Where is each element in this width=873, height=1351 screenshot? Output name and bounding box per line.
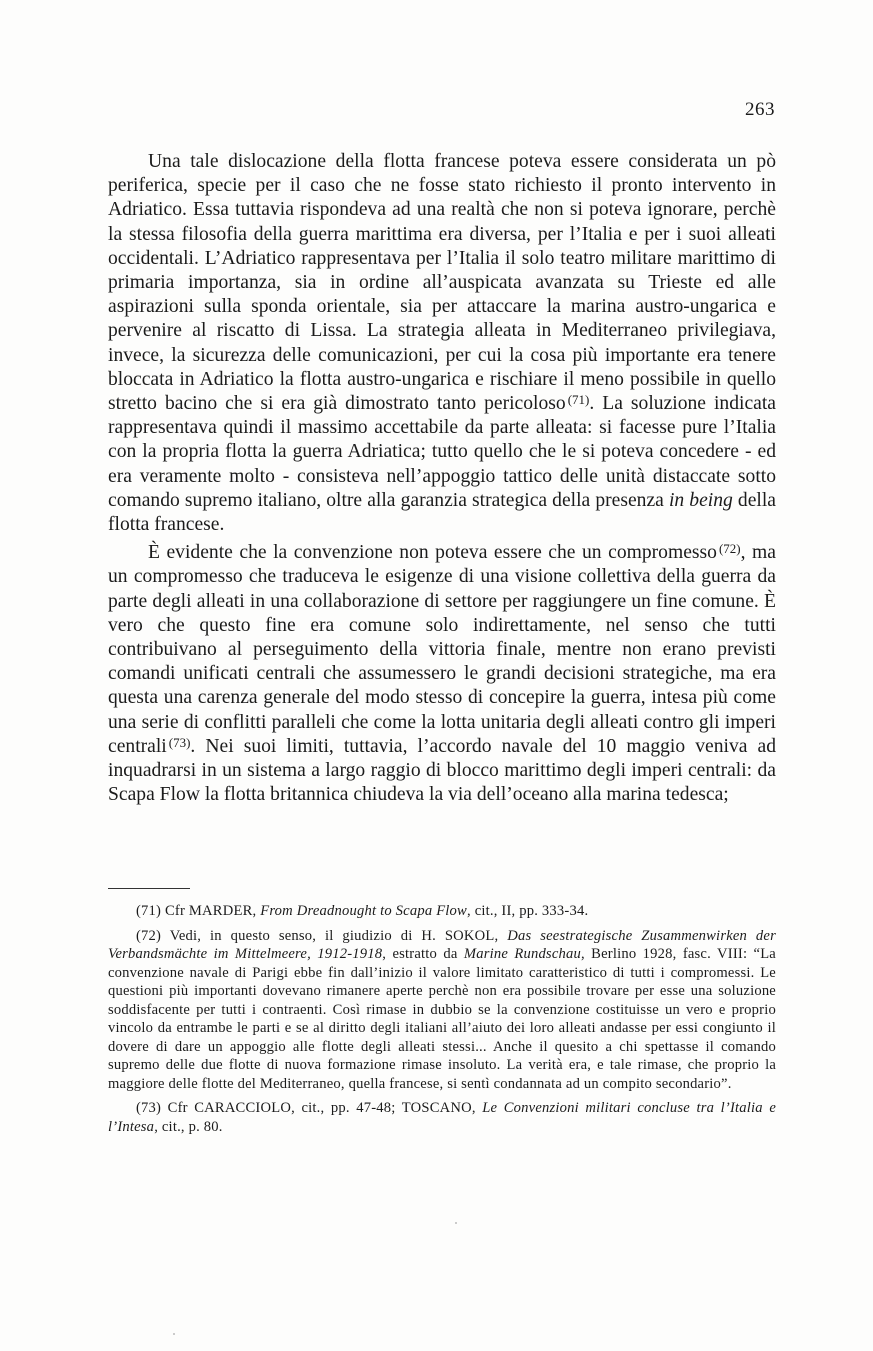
footnote-71-suffix: , cit., II, pp. 333-34. [467, 903, 589, 919]
footnote-ref-73[interactable]: (73) [168, 734, 191, 750]
paragraph-1-italic: in being [668, 489, 733, 511]
footnotes [108, 902, 776, 1142]
footnote-71 [108, 902, 776, 921]
footnote-73-title: Le Convenzioni militari concluse tra l’Italia e l’Intesa [108, 1100, 776, 1135]
paragraph-2-text-b: , ma un compromesso che traduceva le esigenze di una visione collettiva della guerra da parte degli alleati in una collaborazione di settore per raggiungere un fine comune. È vero che questo fine era comune solo indirettamente, nel senso che tutti contribuivano al perseguimento della vittoria finale, mentre non erano previsti comandi unificati centrali che assumessero le grandi decisioni strategiche, ma era questa una carenza generale del modo stesso di concepire la guerra, intesa più come una serie di conflitti paralleli che come la lotta unitaria degli alleati contro gli imperi centrali [108, 542, 776, 757]
paragraph-2 [108, 541, 776, 807]
footnote-73 [108, 1099, 776, 1136]
footnote-71-prefix: (71) Cfr MARDER, [136, 903, 261, 919]
footnote-71-title: From Dreadnought to Scapa Flow [260, 903, 467, 919]
footnote-72-suffix: , Berlino 1928, fasc. VIII: “La convenzione navale di Parigi ebbe fin dall’inizio il valore limitato caratteristico di tutti i compromessi. Le questioni più importanti dovevano rimanere aperte perchè non era possibile trovare per esse una soluzione soddisfacente per tutti i contraenti. Così rimase in dubbio se la convenzione costituisse un vero e proprio vincolo da entrambe le parti e se al diritto degli italiani all’aiuto dei loro alleati andasse per essi congiunto il dovere di dare un appoggio alle flotte degli alleati stessi... Anche il quesito a chi spettasse il comando supremo delle due flotte di nuova formazione rimase insoluto. La verità era, e tale rimase, che proprio la maggiore delle flotte del Mediterraneo, quella francese, si sentì condannata ad un compito secondario”. [108, 946, 776, 1092]
page-number: 263 [745, 99, 775, 120]
paragraph-1-text-b: . La soluzione indicata rappresentava quindi il massimo accettabile da parte alleata: si facesse pure l’Italia con la propria flotta la guerra Adriatica; tutto quello che le si poteva concedere - ed era veramente molto - consisteva nell’appoggio tattico delle unità distaccate sotto comando supremo italiano, oltre alla garanzia strategica della presenza [108, 393, 776, 511]
footnote-separator [108, 888, 190, 889]
scan-speck [455, 1222, 457, 1224]
paragraph-1 [108, 150, 776, 537]
footnote-73-prefix: (73) Cfr CARACCIOLO, cit., pp. 47-48; TOSCANO, [136, 1100, 483, 1116]
body-text [108, 150, 776, 807]
paragraph-2-text-c: . Nei suoi limiti, tuttavia, l’accordo navale del 10 maggio veniva ad inquadrarsi in un sistema a largo raggio di blocco marittimo degli imperi centrali: da Scapa Flow la flotta britannica chiudeva la via dell’oceano alla marina tedesca; [108, 735, 776, 806]
paragraph-1-text-c: della flotta francese. [108, 489, 776, 536]
footnote-72-title: Das seestrategische Zusammenwirken der Verbandsmächte im Mittelmeere, 1912-1918 [108, 927, 776, 962]
paragraph-1-text-a: Una tale dislocazione della flotta francese poteva essere considerata un pò periferica, specie per il caso che ne fosse stato richiesto il pronto intervento in Adriatico. Essa tuttavia rispondeva ad una realtà che non si poteva ignorare, perchè la stessa filosofia della guerra marittima era diversa, per l’Italia e per i suoi alleati occidentali. L’Adriatico rappresentava per l’Italia il solo teatro militare marittimo di primaria importanza, sia in ordine all’auspicata avanzata su Trieste ed alle aspirazioni sulla sponda orientale, sia per attaccare la marina austro-ungarica e pervenire al riscatto di Lissa. La strategia alleata in Mediterraneo privilegiava, invece, la sicurezza delle comunicazioni, per cui la cosa più importante era tenere bloccata in Adriatico la flotta austro-ungarica e rischiare il meno possibile in quello stretto bacino che si era già dimostrato tanto pericoloso [108, 151, 776, 415]
paragraph-2-text-a: È evidente che la convenzione non poteva essere che un compromesso [148, 542, 717, 564]
footnote-72-journal: Marine Rundschau [463, 946, 581, 962]
footnote-ref-71[interactable]: (71) [567, 392, 590, 408]
footnote-73-suffix: , cit., p. 80. [154, 1118, 223, 1135]
scan-speck [173, 1333, 175, 1335]
footnote-72-middle: , estratto da [382, 946, 464, 962]
footnote-72 [108, 927, 776, 1094]
footnote-ref-72[interactable]: (72) [718, 541, 741, 557]
footnote-72-prefix: (72) Vedi, in questo senso, il giudizio di H. SOKOL, [136, 927, 508, 944]
